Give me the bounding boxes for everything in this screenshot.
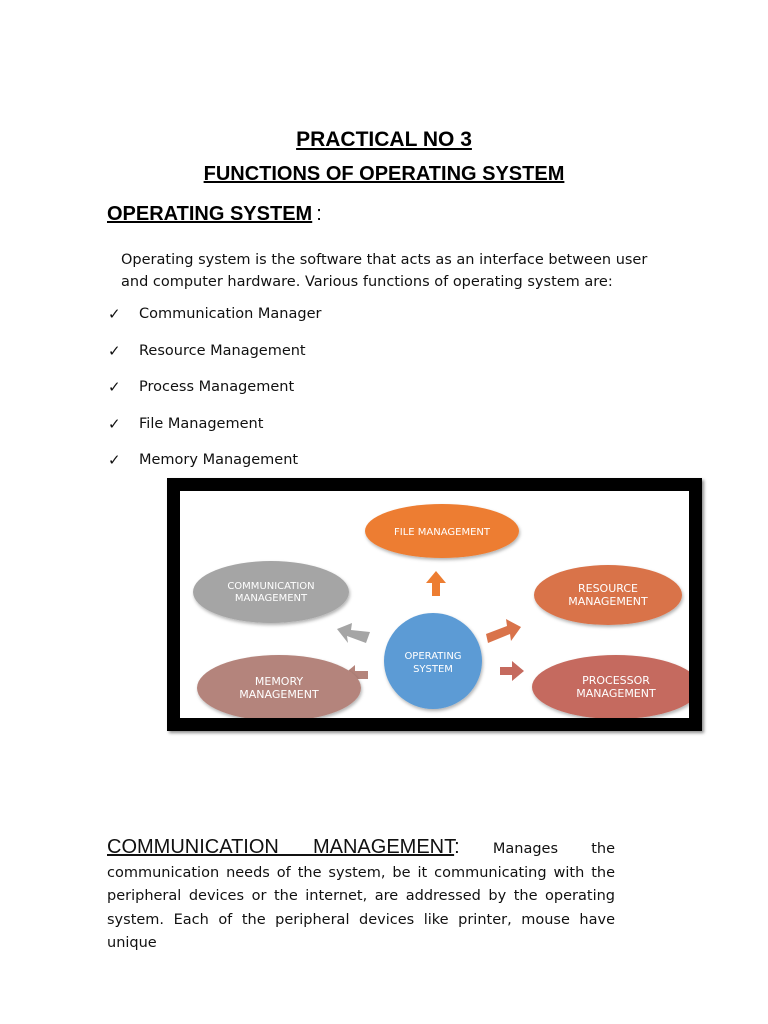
arrow-left-icon: [337, 623, 370, 643]
communication-text: Manages the communication needs of the system, be it communicating with the peripheral devices or the internet, are addressed by the operating system. Each of the peripheral devices like printer, mouse have unique: [107, 841, 616, 951]
functions-title: FUNCTIONS OF OPERATING SYSTEM: [203, 163, 565, 185]
communication-heading: COMMUNICATION MANAGEMENT: [107, 836, 455, 858]
check-icon: ✓: [108, 414, 121, 433]
check-icon: ✓: [108, 341, 121, 360]
communication-management-node: [193, 561, 349, 623]
function-label: Process Management: [139, 379, 295, 395]
check-icon: ✓: [108, 378, 121, 396]
file-management-label: FILE MANAGEMENT: [394, 527, 490, 538]
processor-label-line2: MANAGEMENT: [576, 687, 656, 700]
memory-label-line2: MANAGEMENT: [239, 688, 319, 701]
resource-label-line2: MANAGEMENT: [568, 595, 648, 608]
arrow-right-icon: [500, 661, 524, 681]
function-label: Resource Management: [139, 342, 306, 359]
check-icon: ✓: [108, 451, 121, 469]
os-heading: [107, 203, 322, 226]
communication-label-line2: MANAGEMENT: [234, 593, 308, 604]
function-label: Memory Management: [139, 452, 299, 468]
function-label: File Management: [139, 415, 264, 432]
arrow-up-icon: [426, 571, 446, 596]
communication-heading-colon: :: [454, 836, 460, 858]
os-functions-diagram: [167, 478, 702, 731]
processor-label-line1: PROCESSOR: [582, 674, 650, 687]
communication-label-line1: COMMUNICATION: [227, 581, 315, 592]
os-heading-text: OPERATING SYSTEM: [107, 203, 313, 225]
os-label-line1: OPERATING: [404, 651, 462, 662]
os-intro-paragraph: Operating system is the software that acts as an interface between user and computer hardware. Various functions of operating system are:: [121, 252, 648, 290]
diagram-svg: [180, 491, 689, 718]
arrow-right-icon: [486, 619, 521, 643]
os-label-line2: SYSTEM: [413, 664, 453, 675]
resource-label-line1: RESOURCE: [577, 582, 639, 595]
function-label: Communication Manager: [139, 306, 322, 322]
memory-label-line1: MEMORY: [254, 675, 304, 688]
communication-paragraph: [107, 836, 615, 956]
os-heading-colon: :: [316, 203, 322, 225]
practical-title: PRACTICAL NO 3: [296, 128, 472, 151]
check-icon: ✓: [108, 305, 121, 323]
